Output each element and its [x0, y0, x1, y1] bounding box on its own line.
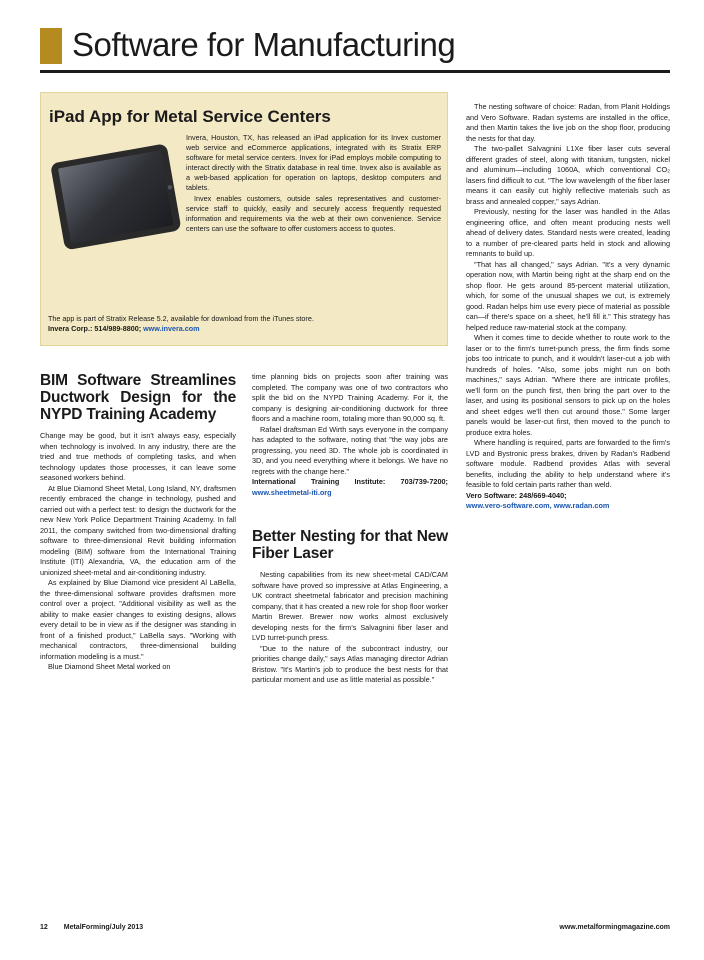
ipad-image — [47, 143, 183, 253]
column-3 — [466, 102, 670, 512]
article-paragraph: Nesting capabilities from its new sheet-metal CAD/CAM software have proved so impressive at Atlas Engineering, a UK contract sheetmetal fabricator and precision machining company, that it has created a new role for shop floor worker Martin Brewer. Brewer now works almost exclusively developing nests for the firm's Salvagnini fiber laser and LVD turret-punch press. — [252, 570, 448, 642]
contact-name: Vero Software: 248/669-4040; — [466, 490, 567, 500]
sidebar-contact-name: Invera Corp.: 514/989-8800; — [48, 324, 142, 334]
contact-link[interactable]: www.sheetmetal-iti.org — [252, 487, 332, 497]
sidebar-app-note: The app is part of Stratix Release 5.2, available for download from the iTunes store. — [48, 314, 314, 323]
article-paragraph: The nesting software of choice: Radan, from Planit Holdings and Vero Software. Radan systems are installed in the office, and then Martin takes the live job on the shop floor, producing the nests for that day. — [466, 102, 670, 143]
column-2 — [252, 372, 448, 686]
sidebar-headline: iPad App for Metal Service Centers — [49, 107, 331, 126]
article-paragraph: Rafael draftsman Ed Wirth says everyone in the company has adapted to the software, noting that "the way jobs are progressing, you need 3D. The whole job is coordinated in 3D, and you need everything where it belongs. We have no regrets with the change here." — [252, 424, 448, 476]
sidebar-body — [186, 133, 441, 234]
article-paragraph: time planning bids on projects soon after training was completed. The company was one of two contractors who split the bid on the NYPD Training Academy. For it, the company is designing air-conditioning ductwork for three floors and a machine room, totaling more than 90,000 sq. ft. — [252, 372, 448, 423]
article-paragraph: As explained by Blue Diamond vice president Al LaBella, the three-dimensional software provides draftsmen more control over a project. "Additional visibility as well as the ability to make easier changes to existing designs, allows every detail to be in view as if the designer was standing in front of a finished product," LaBella says. "Working with mechanical contractors, three-dimensional building information modeling is a must." — [40, 578, 236, 661]
article-paragraph: The two-pallet Salvagnini L1Xe fiber laser cuts several different grades of steel, along with titanium, tungsten, nickel and aluminum—including 1060A, which conventional CO₂ lasers find difficult to cut. "The low wavelength of the fiber laser means it can easily cut highly reflective materials such as brass and annealed copper," says Adrian. — [466, 144, 670, 206]
article-paragraph: When it comes time to decide whether to route work to the laser or to the firm's turret-punch press, the firm finds some jobs too intricate to punch, and it wouldn't laser-cut a job with hundreds of holes. "Also, some jobs might run on both machines," says Adrian. "Where there are intricate profiles, we'll form on the punch first, then bring the part over to the laser, and using its positional sensors to pick up on the holes and sheet edges we'll then cut around those." Some larger panels would be laser-cut first, then moved to the punch to produce extra holes. — [466, 333, 670, 437]
sidebar-paragraph: Invera, Houston, TX, has released an iPad application for its Invex customer web service and eCommerce applications, integrated with its Stratix ERP software for metal service centers. Invex for iPad employs mobile computing to interact directly with the Stratix database in real time. Invex also is available as a web-based application for operation on laptops, desktop computers and tablets. — [186, 133, 441, 193]
footer-left — [40, 924, 143, 931]
sidebar-contact-link[interactable]: www.invera.com — [143, 324, 200, 334]
article-paragraph: Where handling is required, parts are forwarded to the firm's LVD and Bystronic press brakes, driven by Radan's Radbend software module. Radbend provides Atlas with several benefits, including the ability to help understand where it's feasible to fold certain parts rather than weld. — [466, 438, 670, 489]
contact-link[interactable]: www.vero-software.com, www.radan.com — [466, 501, 610, 510]
footer-website[interactable]: www.metalformingmagazine.com — [559, 924, 670, 931]
article-paragraph: Blue Diamond Sheet Metal worked on — [48, 662, 171, 671]
page-footer — [40, 924, 670, 938]
section-title: Software for Manufacturing — [72, 26, 456, 63]
contact-name: International Training Institute: 703/739-7200; — [252, 477, 448, 486]
header-rule — [40, 70, 670, 73]
section-color-bar — [40, 28, 62, 64]
article-paragraph: Previously, nesting for the laser was handled in the Atlas engineering office, and often meant producing nests well ahead of delivery dates. Standard nests were created, leading to a number of pre-cleared parts held in stock and allowing remnants to build up. — [466, 207, 670, 258]
magazine-issue: MetalForming/July 2013 — [63, 924, 144, 931]
column-1 — [40, 372, 236, 673]
article-paragraph: "That has all changed," says Adrian. "It's a very dynamic operation now, with Martin being right at the sharp end on the shop floor. He gets around 85-percent material utilization, which, for some of the unusual shapes we cut, is extremely good. Radan helps him use every piece of material as possible can—if there's space on a sheet, he'll fill it." This strategy has helped reduce raw-material stock at the company. — [466, 259, 670, 332]
sidebar-paragraph: Invex enables customers, outside sales representatives and customer-service staff to quickly, easily and securely access frequently requested information and requirements via the web at their own convenience. Service centers can use the software to offer customers access to quotes. — [186, 193, 441, 233]
article-headline-nesting: Better Nesting for that New Fiber Laser — [252, 528, 448, 562]
sidebar-footer-block — [48, 314, 440, 334]
page-number: 12 — [40, 924, 48, 931]
section-header — [40, 22, 670, 70]
ipad-app-sidebar — [40, 92, 448, 346]
article-contact — [252, 477, 448, 498]
article-paragraph: "Due to the nature of the subcontract industry, our priorities change daily," says Atlas managing director Adrian Bristow. "It's Martin's job to produce the best nests for that particular moment and use as little material as possible." — [252, 643, 448, 684]
sidebar-contact — [48, 324, 440, 334]
article-headline-bim: BIM Software Streamlines Ductwork Design for the NYPD Training Academy — [40, 372, 236, 423]
article-contact — [466, 491, 670, 512]
article-paragraph: At Blue Diamond Sheet Metal, Long Island, NY, draftsmen recently embraced the change in technology, pushed and carried out with a perfect test: to design the ductwork for the new New York Police Department Training Academy. In fall 2011, the company switched from two-dimensional drafting software to three-dimensional Revit building information modeling (BIM) software from the International Training Institute (ITI) Alexandria, VA, the education arm of the unionized sheet-metal and air-conditioning industry. — [40, 483, 236, 577]
article-paragraph: Change may be good, but it isn't always easy, especially when technology is involved. In any industry, there are the tried and true methods of completing tasks, and when technology updates those processes, it can leave some seasoned workers behind. — [40, 431, 236, 482]
